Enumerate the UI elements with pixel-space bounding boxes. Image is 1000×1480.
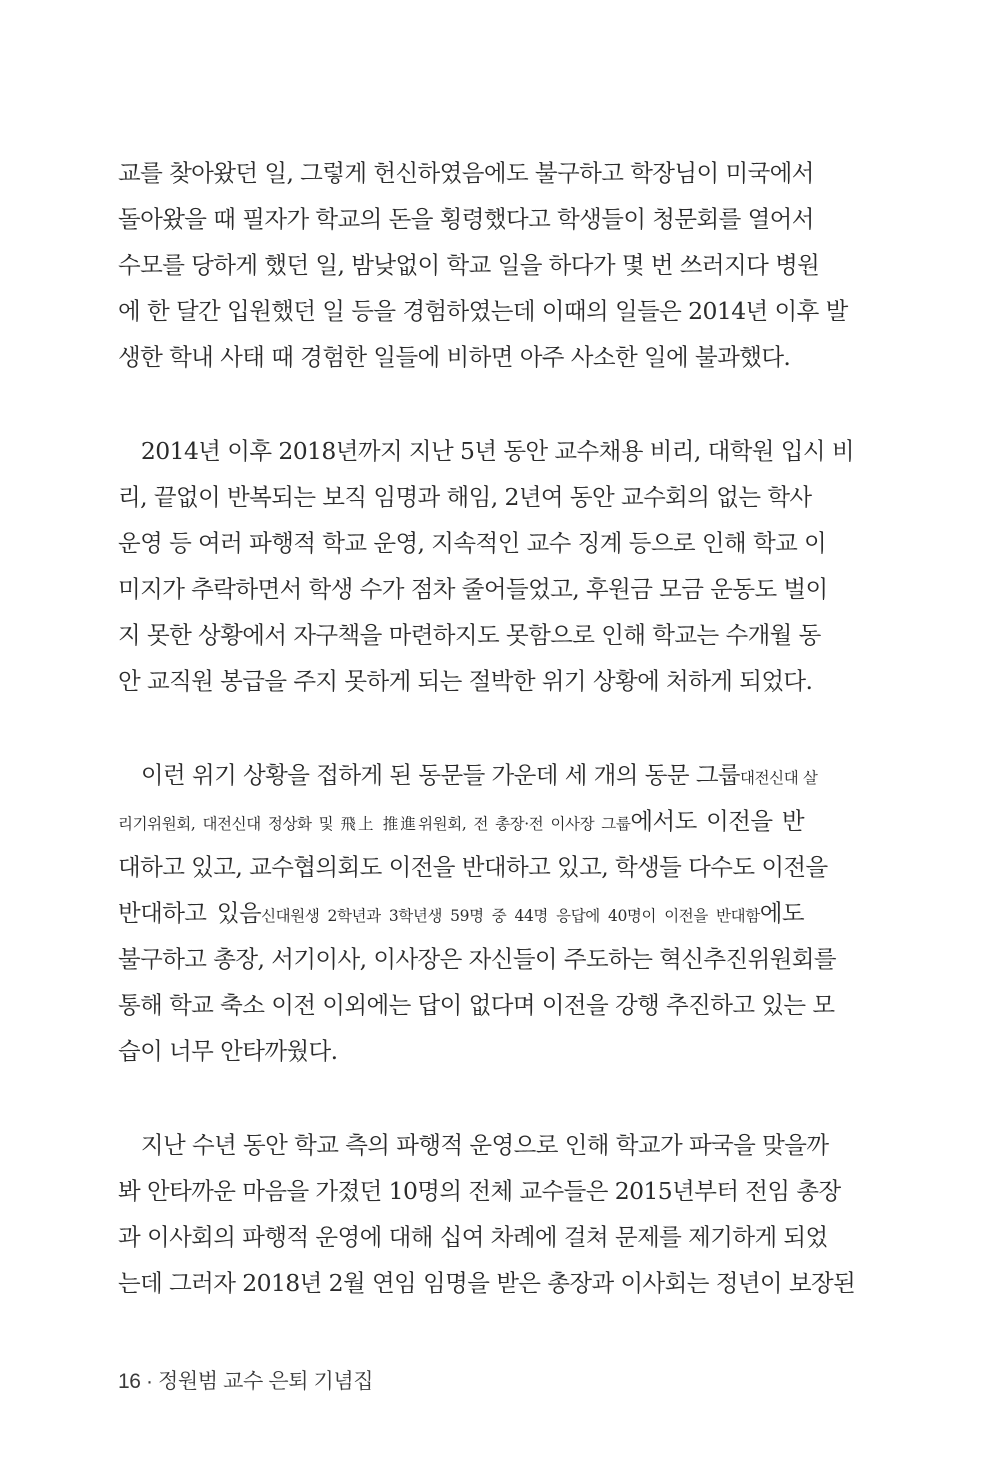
text-line: 통해 학교 축소 이전 이외에는 답이 없다며 이전을 강행 추진하고 있는 모 xyxy=(118,991,835,1019)
text-line: 지 못한 상황에서 자구책을 마련하지도 못함으로 인해 학교는 수개월 동 xyxy=(118,621,821,649)
text-line: 미지가 추락하면서 학생 수가 점차 줄어들었고, 후원금 모금 운동도 벌이 xyxy=(118,575,828,603)
text-line: 에 한 달간 입원했던 일 등을 경험하였는데 이때의 일들은 2014년 이후 발 xyxy=(118,297,848,325)
page-footer xyxy=(118,1365,373,1395)
paragraph-3 xyxy=(118,752,836,1074)
text-line: 리, 끝없이 반복되는 보직 임명과 해임, 2년여 동안 교수회의 없는 학사 xyxy=(118,483,812,511)
text-line: 과 이사회의 파행적 운영에 대해 십여 차례에 걸쳐 문제를 제기하게 되었 xyxy=(118,1223,828,1251)
text-line: 교를 찾아왔던 일, 그렇게 헌신하였음에도 불구하고 학장님이 미국에서 xyxy=(118,159,814,187)
text-line: 불구하고 총장, 서기이사, 이사장은 자신들이 주도하는 혁신추진위원회를 xyxy=(118,945,836,973)
paragraph-gap xyxy=(118,1074,804,1122)
text-run: 반대하고 있음 xyxy=(118,899,262,927)
text-line xyxy=(118,752,818,798)
text-line: 2014년 이후 2018년까지 지난 5년 동안 교수채용 비리, 대학원 입시 비 xyxy=(118,437,854,465)
paragraph-2 xyxy=(118,428,854,704)
text-line: 수모를 당하게 했던 일, 밤낮없이 학교 일을 하다가 몇 번 쓰러지다 병원 xyxy=(118,251,820,279)
text-line: 습이 너무 안타까웠다. xyxy=(118,1037,338,1065)
book-title: 정원범 교수 은퇴 기념집 xyxy=(158,1370,374,1393)
paragraph-1 xyxy=(118,150,848,380)
paragraph-4 xyxy=(118,1122,856,1306)
inline-note: 대전신대 살 xyxy=(740,769,818,787)
text-line xyxy=(118,798,804,844)
text-line: 생한 학내 사태 때 경험한 일들에 비하면 아주 사소한 일에 불과했다. xyxy=(118,343,791,371)
text-line: 지난 수년 동안 학교 측의 파행적 운영으로 인해 학교가 파국을 맞을까 xyxy=(118,1131,829,1159)
text-run: 에서도 이전을 반 xyxy=(630,807,804,835)
paragraph-gap xyxy=(118,380,804,428)
inline-note: 리기위원회, 대전신대 정상화 및 飛上 推進위원회, 전 총장·전 이사장 그룹 xyxy=(118,815,631,833)
text-line xyxy=(118,890,804,936)
text-line: 운영 등 여러 파행적 학교 운영, 지속적인 교수 징계 등으로 인해 학교 이 xyxy=(118,529,827,557)
text-run: 에도 xyxy=(759,899,804,927)
text-line: 안 교직원 봉급을 주지 못하게 되는 절박한 위기 상황에 처하게 되었다. xyxy=(118,667,813,695)
text-line: 돌아왔을 때 필자가 학교의 돈을 횡령했다고 학생들이 청문회를 열어서 xyxy=(118,205,814,233)
text-line: 대하고 있고, 교수협의회도 이전을 반대하고 있고, 학생들 다수도 이전을 xyxy=(118,853,828,881)
text-line: 봐 안타까운 마음을 가졌던 10명의 전체 교수들은 2015년부터 전임 총장 xyxy=(118,1177,841,1205)
text-run: 이런 위기 상황을 접하게 된 동문들 가운데 세 개의 동문 그룹 xyxy=(118,761,741,789)
footer-separator: · xyxy=(146,1370,153,1393)
paragraph-gap xyxy=(118,704,804,752)
body-text xyxy=(118,150,856,1306)
page-number: 16 xyxy=(118,1370,141,1393)
text-line: 는데 그러자 2018년 2월 연임 임명을 받은 총장과 이사회는 정년이 보장된 xyxy=(118,1269,856,1297)
inline-note: 신대원생 2학년과 3학년생 59명 중 44명 응답에 40명이 이전을 반대함 xyxy=(261,907,760,925)
